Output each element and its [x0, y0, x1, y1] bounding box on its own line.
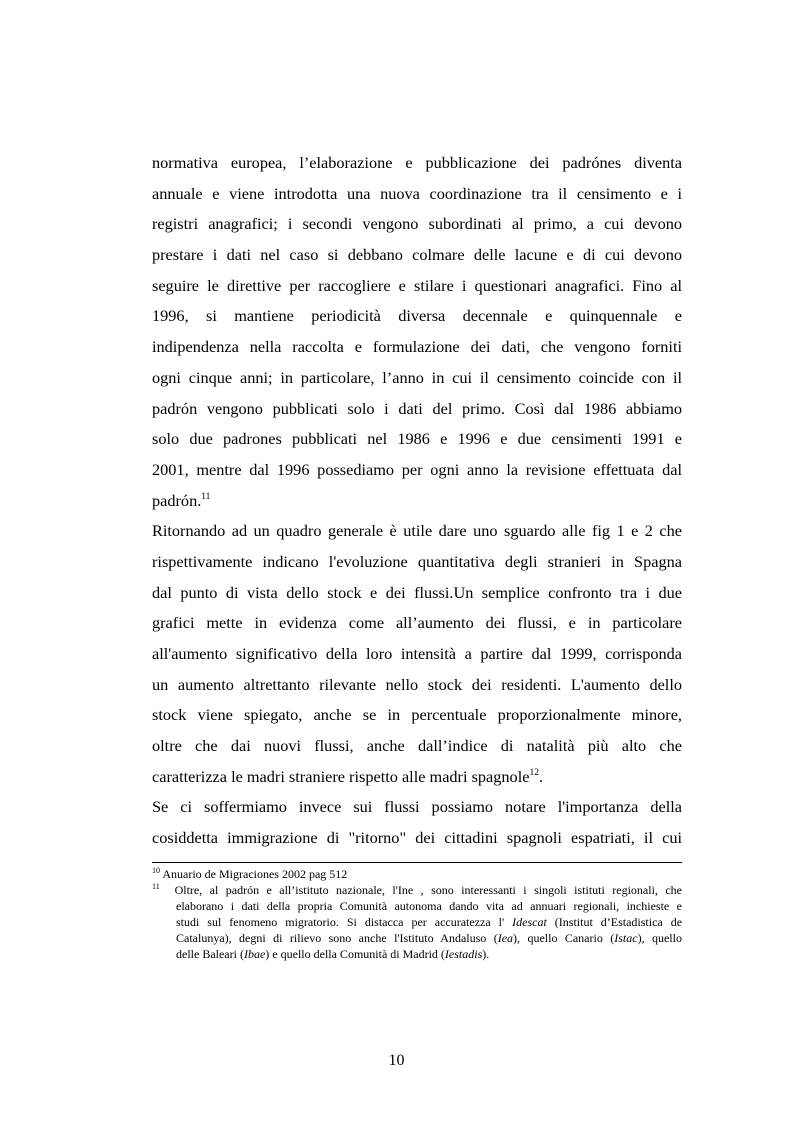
text-line: registri anagrafici; i secondi vengono subordinati al primo, a cui devono [152, 214, 682, 234]
footnote-line [152, 946, 682, 962]
text-line: annuale e viene introdotta una nuova coordinazione tra il censimento e i [152, 183, 682, 203]
text-line: prestare i dati nel caso si debbano colmare delle lacune e di cui devono [152, 245, 682, 265]
text-line: rispettivamente indicano l'evoluzione quantitativa degli stranieri in Spagna [152, 551, 682, 571]
footnote-number: 10 [152, 866, 160, 875]
emphasis: Ibae [243, 947, 266, 961]
text-line: Ritornando ad un quadro generale è utile dare uno sguardo alle fig 1 e 2 che [152, 521, 682, 541]
text-fragment: delle Baleari ( [176, 947, 244, 961]
text-line: 1996, si mantiene periodicità diversa decennale e quinquennale e [152, 306, 682, 326]
footnote-text: Anuario de Migraciones 2002 pag 512 [162, 867, 348, 881]
footnote-11 [152, 882, 682, 898]
text-line [152, 762, 682, 793]
footnote-ref-11: 11 [201, 491, 211, 502]
text-line: 2001, mentre dal 1996 possediamo per ogni anno la revisione effettuata dal [152, 459, 682, 479]
footnotes [152, 866, 682, 962]
text-line: seguire le direttive per raccogliere e stilare i questionari anagrafici. Fino al [152, 275, 682, 295]
text-line: all'aumento significativo della loro intensità a partire dal 1999, corrisponda [152, 644, 682, 663]
emphasis: Iea [497, 931, 514, 945]
text-fragment: ), quello Canario ( [513, 931, 615, 945]
text-line: oltre che dai nuovi flussi, anche dall’indice di natalità più alto che [152, 736, 682, 756]
text-line: indipendenza nella raccolta e formulazione dei dati, che vengono forniti [152, 337, 682, 357]
text-line: Se ci soffermiamo invece sui flussi possiamo notare l'importanza della [152, 797, 682, 817]
main-text [152, 148, 682, 854]
text-line [152, 486, 682, 517]
text-fragment: caratterizza le madri straniere rispetto alle madri spagnole [152, 766, 530, 786]
text-fragment: ), quello [637, 931, 682, 945]
footnote-line [152, 914, 682, 930]
page-number: 10 [388, 1052, 405, 1069]
emphasis: Iestadis [444, 947, 483, 961]
text-line: dal punto di vista dello stock e dei flussi.Un semplice confronto tra i due [152, 582, 682, 602]
text-line: solo due padrones pubblicati nel 1986 e 1996 e due censimenti 1991 e [152, 429, 682, 449]
text-line: normativa europea, l’elaborazione e pubblicazione dei padrónes diventa [152, 153, 682, 172]
text-fragment: . [538, 766, 544, 786]
footnote-ref-12: 12 [529, 767, 539, 778]
footnote-number: 11 [152, 882, 160, 891]
text-fragment: ). [482, 947, 490, 961]
emphasis: Idescat [512, 915, 547, 929]
text-fragment: padrón. [152, 490, 202, 510]
footnote-line: elaborano i dati della propria Comunità autonoma dando vita ad annuari regionali, inchieste e [176, 899, 682, 913]
text-line: cosiddetta immigrazione di "ritorno" dei cittadini spagnoli espatriati, il cui [152, 828, 682, 848]
footnote-separator [152, 862, 682, 863]
text-line: ogni cinque anni; in particolare, l’anno in cui il censimento coincide con il [152, 367, 682, 387]
text-line: stock viene spiegato, anche se in percentuale proporzionalmente minore, [152, 705, 682, 725]
text-fragment: Catalunya), degni di rilievo sono anche l'Istituto Andaluso ( [176, 931, 498, 945]
text-line: padrón vengono pubblicati solo i dati del primo. Così dal 1986 abbiamo [152, 398, 682, 418]
footnote-line [152, 930, 682, 946]
emphasis: Istac [614, 931, 638, 945]
footnote-10 [152, 866, 682, 882]
text-line: un aumento altrettanto rilevante nello stock dei residenti. L'aumento dello [152, 674, 682, 694]
footnote-text: Oltre, al padrón e all’istituto nazionale, l'Ine , sono interessanti i singoli istituti regionali, che [174, 883, 683, 897]
text-fragment: (Institut d’Estadistica de [554, 915, 683, 929]
text-line: grafici mette in evidenza come all’aumento dei flussi, e in particolare [152, 613, 682, 633]
text-fragment: studi sul fenomeno migratorio. Si distacca per accuratezza l' [176, 915, 505, 929]
text-fragment: ) e quello della Comunità di Madrid ( [265, 947, 445, 961]
